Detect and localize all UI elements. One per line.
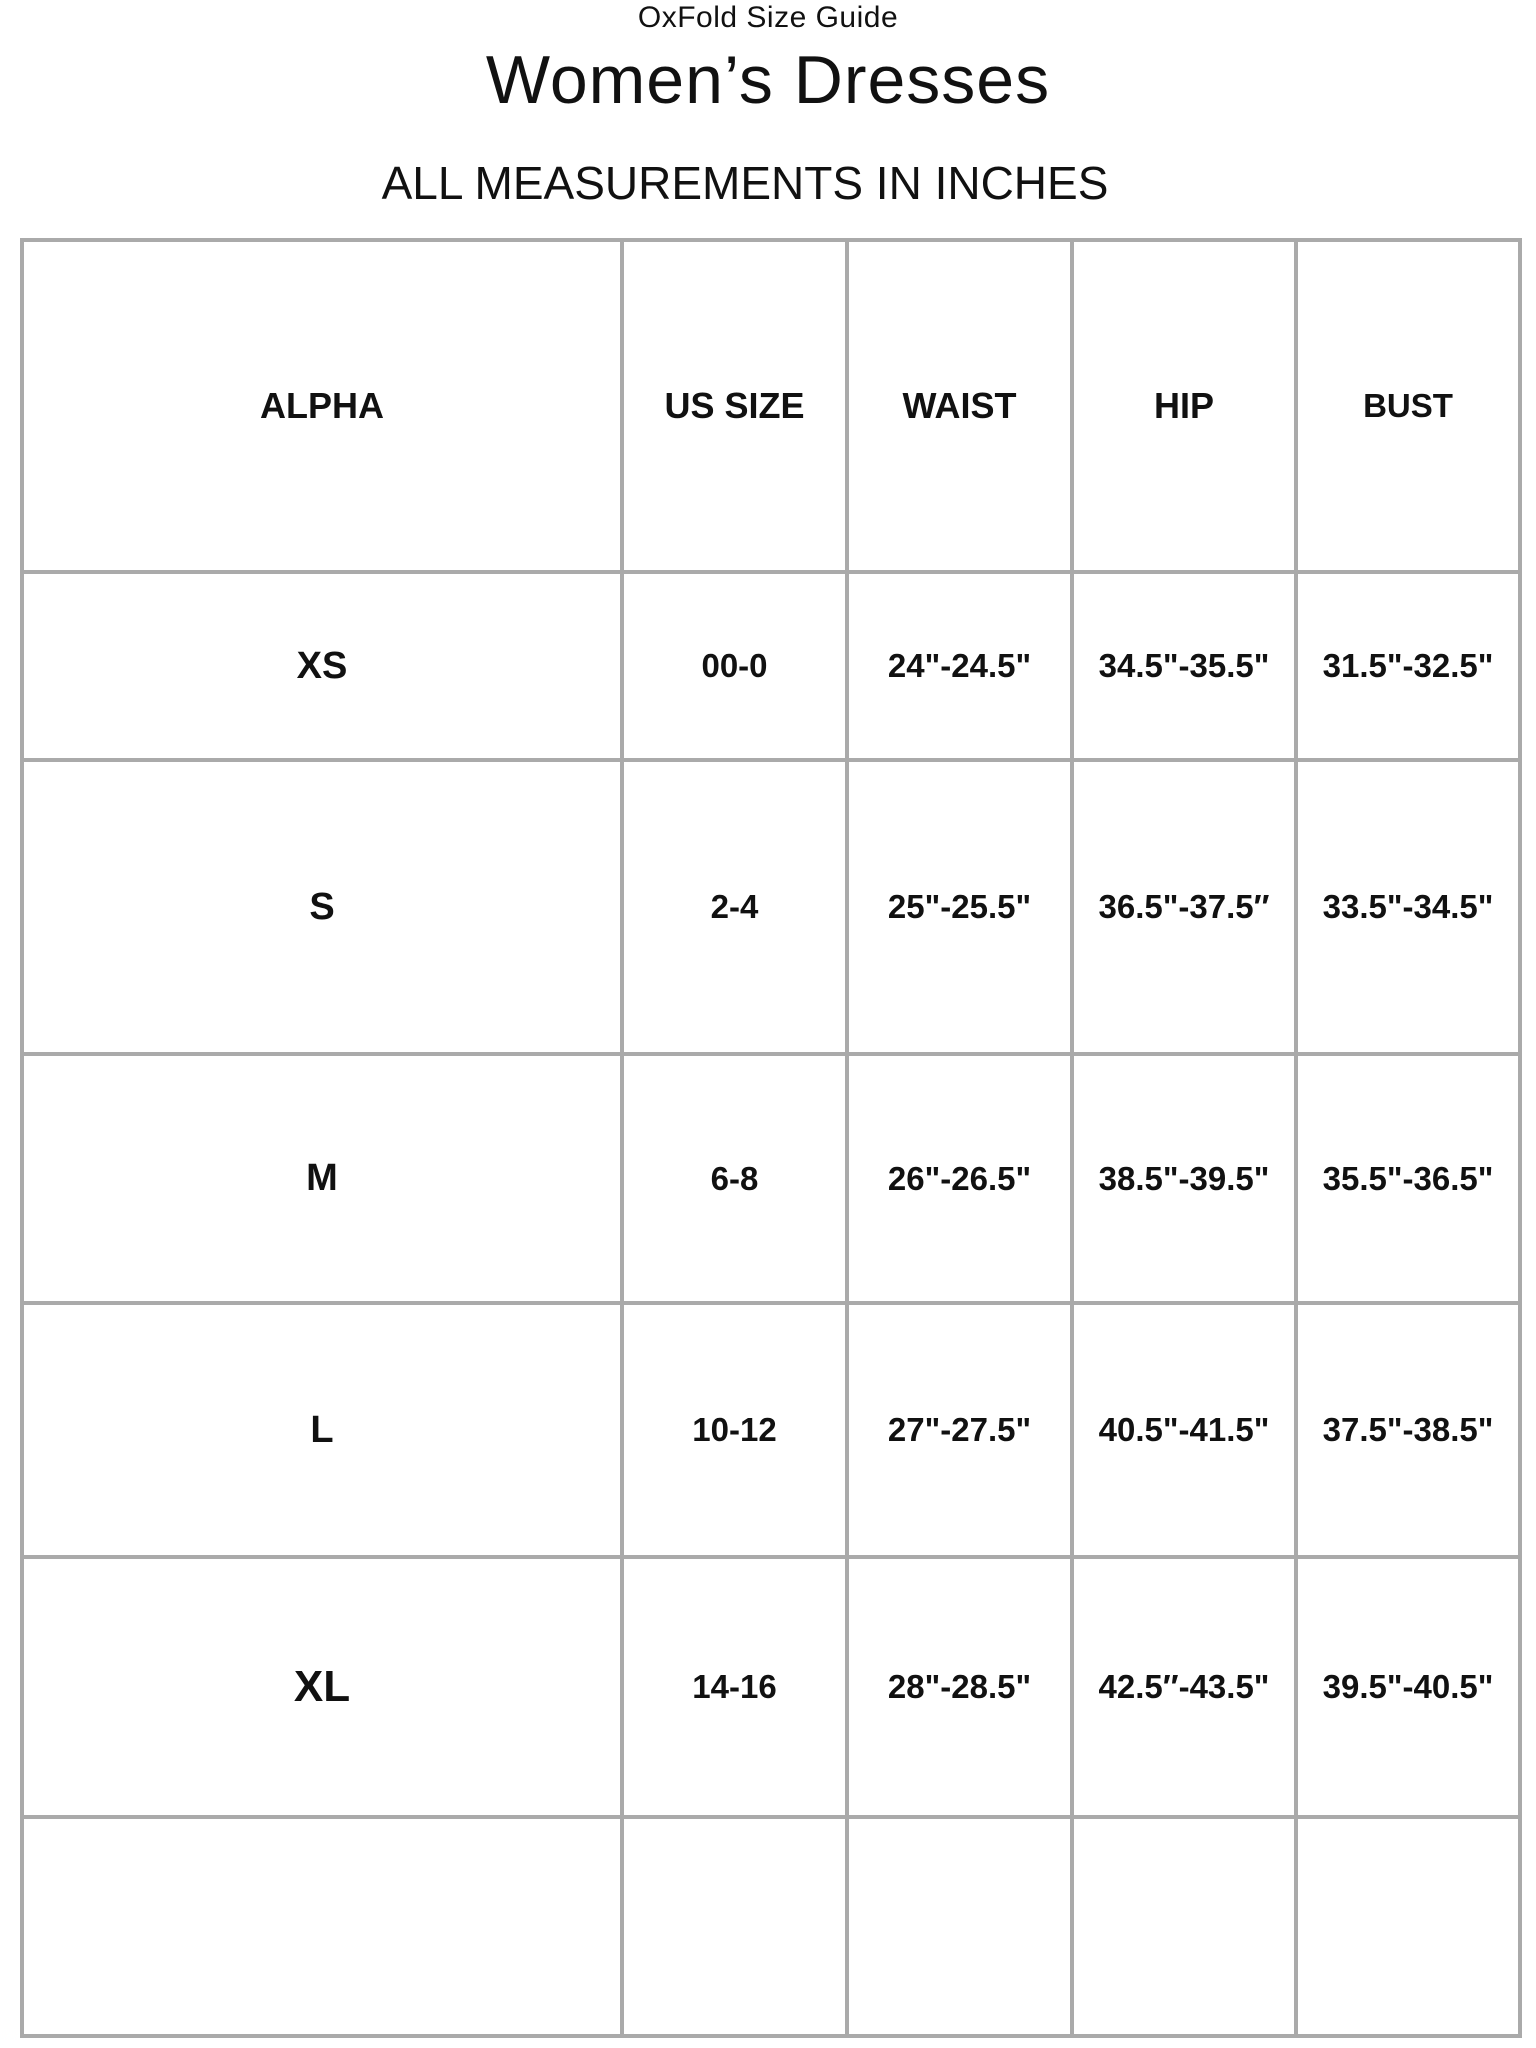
us-size-cell: 2-4 (622, 760, 847, 1054)
hip-cell: 34.5"-35.5" (1072, 572, 1296, 760)
hip-cell: 42.5″-43.5" (1072, 1557, 1296, 1817)
us-size-cell: 00-0 (622, 572, 847, 760)
table-row (22, 1557, 1520, 1817)
bust-cell: 37.5"-38.5" (1296, 1303, 1520, 1557)
us-size-cell: 10-12 (622, 1303, 847, 1557)
alpha-cell: M (22, 1054, 622, 1303)
hip-cell: 36.5"-37.5″ (1072, 760, 1296, 1054)
waist-cell: 25"-25.5" (847, 760, 1072, 1054)
bust-cell: 31.5"-32.5" (1296, 572, 1520, 760)
alpha-cell: L (22, 1303, 622, 1557)
bust-cell: 35.5"-36.5" (1296, 1054, 1520, 1303)
column-header-alpha: ALPHA (22, 240, 622, 572)
table-row (22, 1054, 1520, 1303)
column-header-hip: HIP (1072, 240, 1296, 572)
empty-cell (622, 1817, 847, 2036)
table-row (22, 1303, 1520, 1557)
table-row (22, 572, 1520, 760)
hip-cell: 38.5"-39.5" (1072, 1054, 1296, 1303)
brand-name: OxFold Size Guide (637, 1, 899, 34)
waist-cell: 28"-28.5" (847, 1557, 1072, 1817)
units-subtitle: ALL MEASUREMENTS IN INCHES (381, 157, 1109, 209)
empty-table-row (22, 1817, 1520, 2036)
empty-cell (1072, 1817, 1296, 2036)
column-header-waist: WAIST (847, 240, 1072, 572)
column-header-us-size: US SIZE (622, 240, 847, 572)
empty-cell (22, 1817, 622, 2036)
table-header-row (22, 240, 1520, 572)
alpha-cell: XS (22, 572, 622, 760)
empty-cell (847, 1817, 1072, 2036)
us-size-cell: 6-8 (622, 1054, 847, 1303)
alpha-cell: S (22, 760, 622, 1054)
us-size-cell: 14-16 (622, 1557, 847, 1817)
hip-cell: 40.5"-41.5" (1072, 1303, 1296, 1557)
waist-cell: 27"-27.5" (847, 1303, 1072, 1557)
table-row (22, 760, 1520, 1054)
waist-cell: 24"-24.5" (847, 572, 1072, 760)
page-title: Women’s Dresses (485, 42, 1051, 118)
size-chart-table (20, 238, 1522, 2038)
waist-cell: 26"-26.5" (847, 1054, 1072, 1303)
alpha-cell: XL (22, 1557, 622, 1817)
bust-cell: 33.5"-34.5" (1296, 760, 1520, 1054)
column-header-bust: BUST (1296, 240, 1520, 572)
bust-cell: 39.5"-40.5" (1296, 1557, 1520, 1817)
empty-cell (1296, 1817, 1520, 2036)
